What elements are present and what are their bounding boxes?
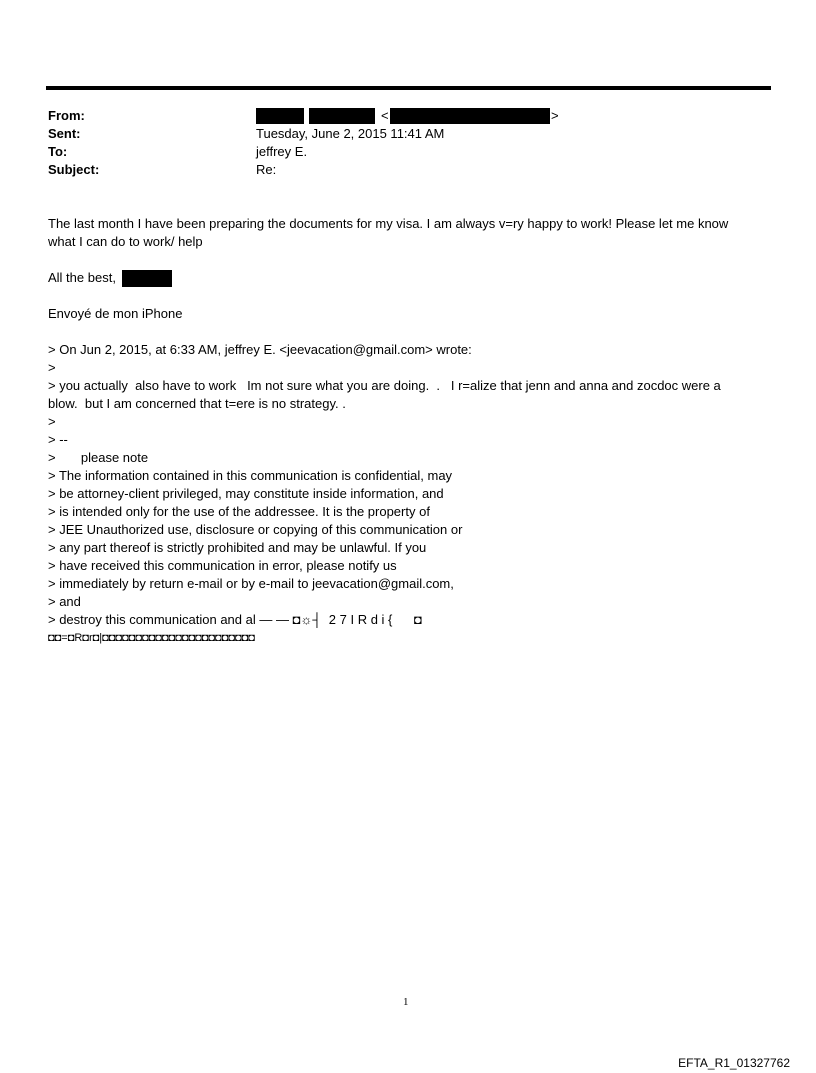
quoted-line: blow. but I am concerned that t=ere is no strategy. . bbox=[48, 396, 346, 411]
quoted-line: > The information contained in this communication is confidential, may bbox=[48, 468, 453, 483]
sent-value: Tuesday, June 2, 2015 11:41 AM bbox=[256, 126, 445, 141]
quoted-line: > you actually also have to work Im not sure what you are doing. . I r=alize that jenn and anna and zocdoc were a bbox=[48, 378, 721, 393]
to-value: jeffrey E. bbox=[256, 144, 308, 159]
page-number: 1 bbox=[403, 996, 409, 1008]
quoted-line: > bbox=[48, 360, 56, 375]
quoted-line: > On Jun 2, 2015, at 6:33 AM, jeffrey E. <jeevacation@gmail.com> wrote: bbox=[48, 342, 472, 357]
quoted-line: > any part thereof is strictly prohibited and may be unlawful. If you bbox=[48, 540, 427, 555]
quoted-line: > -- bbox=[48, 432, 68, 447]
redaction-from-last-name bbox=[309, 108, 375, 124]
signoff: All the best, bbox=[48, 270, 116, 285]
quoted-line: > please note bbox=[48, 450, 149, 465]
quoted-line-garbled: ◘◘=◘R◘r◘|◘◘◘◘◘◘◘◘◘◘◘◘◘◘◘◘◘◘◘◘◘◘◘ bbox=[48, 632, 255, 644]
from-email-open-bracket: < bbox=[381, 108, 389, 123]
sent-from-iphone: Envoyé de mon iPhone bbox=[48, 306, 183, 321]
quoted-line: > immediately by return e-mail or by e-mail to jeevacation@gmail.com, bbox=[48, 576, 454, 591]
redaction-from-first-name bbox=[256, 108, 304, 124]
header-rule bbox=[46, 86, 771, 90]
document-id: EFTA_R1_01327762 bbox=[678, 1056, 790, 1070]
quoted-line-garbled: > destroy this communication and al — — ◘☼┤ 2 7 I R d i { ◘ bbox=[48, 612, 422, 627]
message-paragraph-line-2: what I can do to work/ help bbox=[48, 234, 203, 249]
subject-value: Re: bbox=[256, 162, 277, 177]
quoted-line: > be attorney-client privileged, may constitute inside information, and bbox=[48, 486, 444, 501]
to-label: To: bbox=[48, 144, 68, 159]
quoted-line: > and bbox=[48, 594, 81, 609]
sent-label: Sent: bbox=[48, 126, 81, 141]
quoted-line: > JEE Unauthorized use, disclosure or copying of this communication or bbox=[48, 522, 463, 537]
from-email-close-bracket: > bbox=[551, 108, 559, 123]
quoted-line: > is intended only for the use of the addressee. It is the property of bbox=[48, 504, 430, 519]
redaction-from-email bbox=[390, 108, 550, 124]
quoted-line: > bbox=[48, 414, 56, 429]
message-paragraph-line-1: The last month I have been preparing the documents for my visa. I am always v=ry happy to work! Please let me know bbox=[48, 216, 729, 231]
quoted-line: > have received this communication in error, please notify us bbox=[48, 558, 397, 573]
from-label: From: bbox=[48, 108, 85, 123]
redaction-signature bbox=[122, 270, 172, 287]
subject-label: Subject: bbox=[48, 162, 100, 177]
